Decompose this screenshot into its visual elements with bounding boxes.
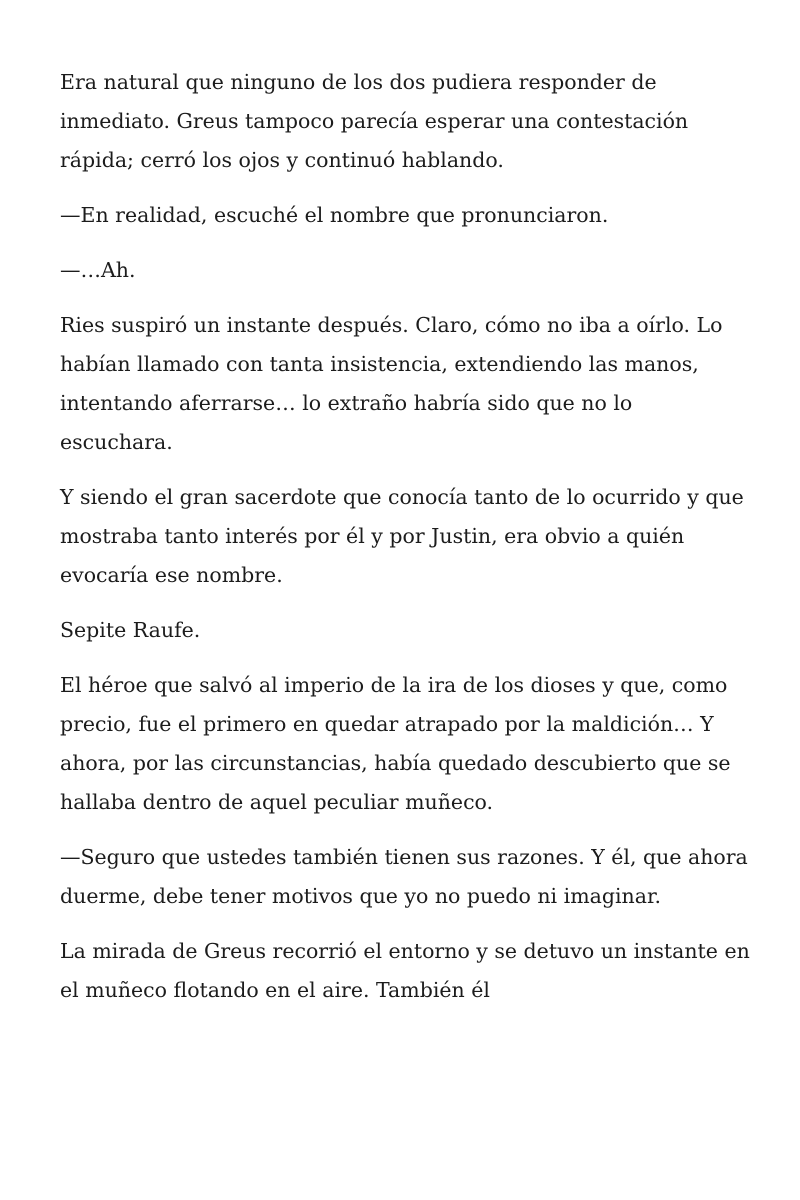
paragraph: Ries suspiró un instante después. Claro, cómo no iba a oírlo. Lo habían llamado con tanta insistencia, extendiendo las manos, intentando aferrarse… lo extraño habría sido que no lo escuchara. <box>60 313 723 454</box>
paragraph: —…Ah. <box>60 258 136 282</box>
paragraph: Era natural que ninguno de los dos pudiera responder de inmediato. Greus tampoco parecía esperar una contestación rápida; cerró los ojos y continuó hablando. <box>60 70 689 172</box>
paragraph: —Seguro que ustedes también tienen sus razones. Y él, que ahora duerme, debe tener motivos que yo no puedo ni imaginar. <box>60 845 748 908</box>
paragraph: La mirada de Greus recorrió el entorno y se detuvo un instante en el muñeco flotando en el aire. También él <box>60 939 750 1002</box>
paragraph: Sepite Raufe. <box>60 618 201 642</box>
paragraph: El héroe que salvó al imperio de la ira de los dioses y que, como precio, fue el primero en quedar atrapado por la maldición… Y ahora, por las circunstancias, había quedado descubierto que se hallaba dentro de aquel peculiar muñeco. <box>60 673 731 814</box>
paragraph: —En realidad, escuché el nombre que pronunciaron. <box>60 203 609 227</box>
document-page <box>60 63 750 1026</box>
paragraph: Y siendo el gran sacerdote que conocía tanto de lo ocurrido y que mostraba tanto interés por él y por Justin, era obvio a quién evocaría ese nombre. <box>60 485 744 587</box>
